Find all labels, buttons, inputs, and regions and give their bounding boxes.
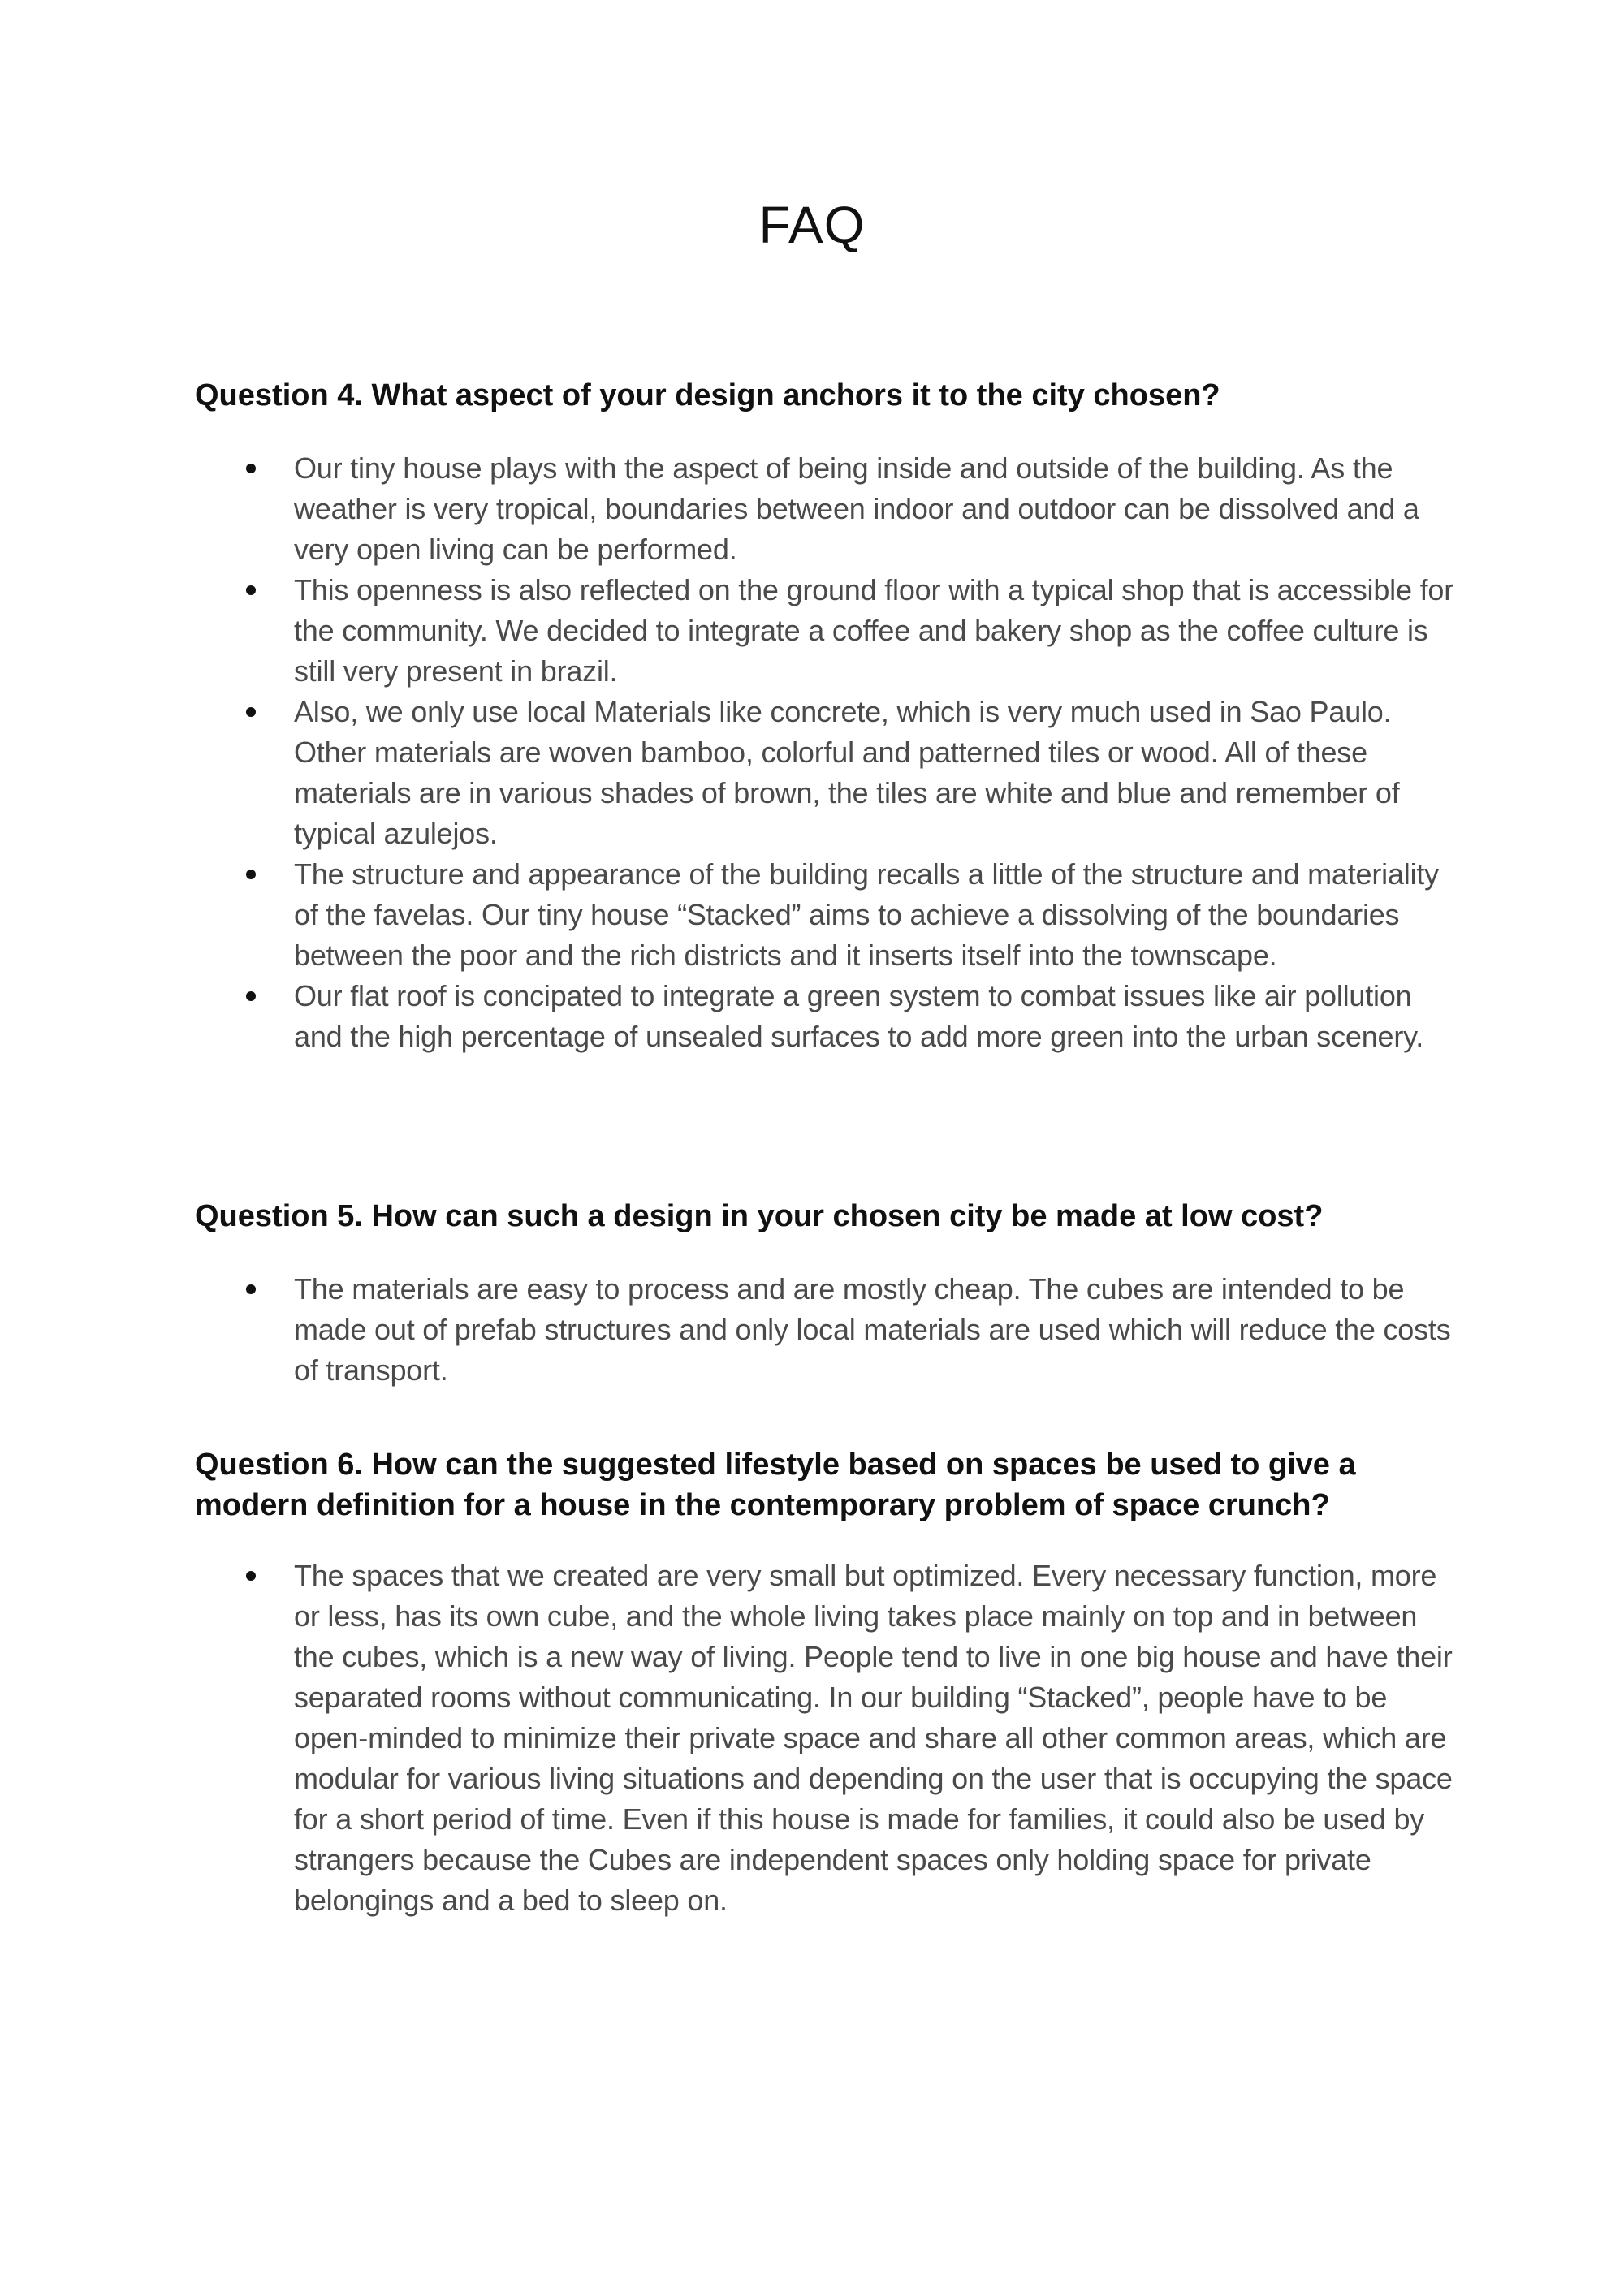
answer-list-item bbox=[195, 570, 1462, 692]
bullet-icon bbox=[246, 1284, 256, 1294]
answer-list-item bbox=[195, 1269, 1462, 1391]
bullet-icon bbox=[246, 870, 256, 879]
bullet-icon bbox=[246, 585, 256, 595]
answer-text: The spaces that we created are very small but optimized. Every necessary function, more or less, has its own cube, and the whole living takes place mainly on top and in between the cubes, which is a new way of living. People tend to live in one big house and have their separated rooms without communicating. In our building “Stacked”, people have to be open-minded to minimize their private space and share all other common areas, which are modular for various living situations and depending on the user that is occupying the space for a short period of time. Even if this house is made for families, it could also be used by strangers because the Cubes are independent spaces only holding space for private belongings and a bed to sleep on. bbox=[294, 1559, 1453, 1917]
answer-list-item bbox=[195, 854, 1462, 976]
faq-section-question-5 bbox=[195, 1196, 1462, 1391]
question-heading: Question 6. How can the suggested lifestyle based on spaces be used to give a modern definition for a house in the contemporary problem of space crunch? bbox=[195, 1448, 1356, 1522]
bullet-icon bbox=[246, 707, 256, 717]
answer-text: Also, we only use local Materials like concrete, which is very much used in Sao Paulo. Other materials are woven bamboo, colorful and patterned tiles or wood. All of these materials are in various shades of brown, the tiles are white and blue and remember of typical azulejos. bbox=[294, 695, 1400, 850]
answer-text: This openness is also reflected on the ground floor with a typical shop that is accessible for the community. We decided to integrate a coffee and bakery shop as the coffee culture is still very present in brazil. bbox=[294, 573, 1453, 688]
answer-list-item bbox=[195, 1556, 1462, 1921]
faq-section-question-4 bbox=[195, 375, 1462, 1057]
answer-list-item bbox=[195, 692, 1462, 854]
question-heading: Question 4. What aspect of your design anchors it to the city chosen? bbox=[195, 378, 1220, 412]
answer-list bbox=[195, 1556, 1462, 1921]
bullet-icon bbox=[246, 1571, 256, 1581]
answer-text: The materials are easy to process and are mostly cheap. The cubes are intended to be made out of prefab structures and only local materials are used which will reduce the costs of transport. bbox=[294, 1272, 1451, 1387]
answer-text: The structure and appearance of the building recalls a little of the structure and materiality of the favelas. Our tiny house “Stacked” aims to achieve a dissolving of the boundaries between the poor and the rich districts and it inserts itself into the townscape. bbox=[294, 857, 1439, 972]
answer-list bbox=[195, 448, 1462, 1057]
faq-section-question-6 bbox=[195, 1444, 1462, 1921]
answer-text: Our flat roof is concipated to integrate a green system to combat issues like air pollution and the high percentage of unsealed surfaces to add more green into the urban scenery. bbox=[294, 979, 1424, 1053]
answer-list-item bbox=[195, 976, 1462, 1057]
page-title: FAQ bbox=[758, 196, 866, 254]
answer-list-item bbox=[195, 448, 1462, 570]
answer-text: Our tiny house plays with the aspect of being inside and outside of the building. As the weather is very tropical, boundaries between indoor and outdoor can be dissolved and a very open living can be performed. bbox=[294, 451, 1419, 566]
question-heading: Question 5. How can such a design in your chosen city be made at low cost? bbox=[195, 1199, 1324, 1233]
answer-list bbox=[195, 1269, 1462, 1391]
bullet-icon bbox=[246, 991, 256, 1001]
bullet-icon bbox=[246, 464, 256, 473]
